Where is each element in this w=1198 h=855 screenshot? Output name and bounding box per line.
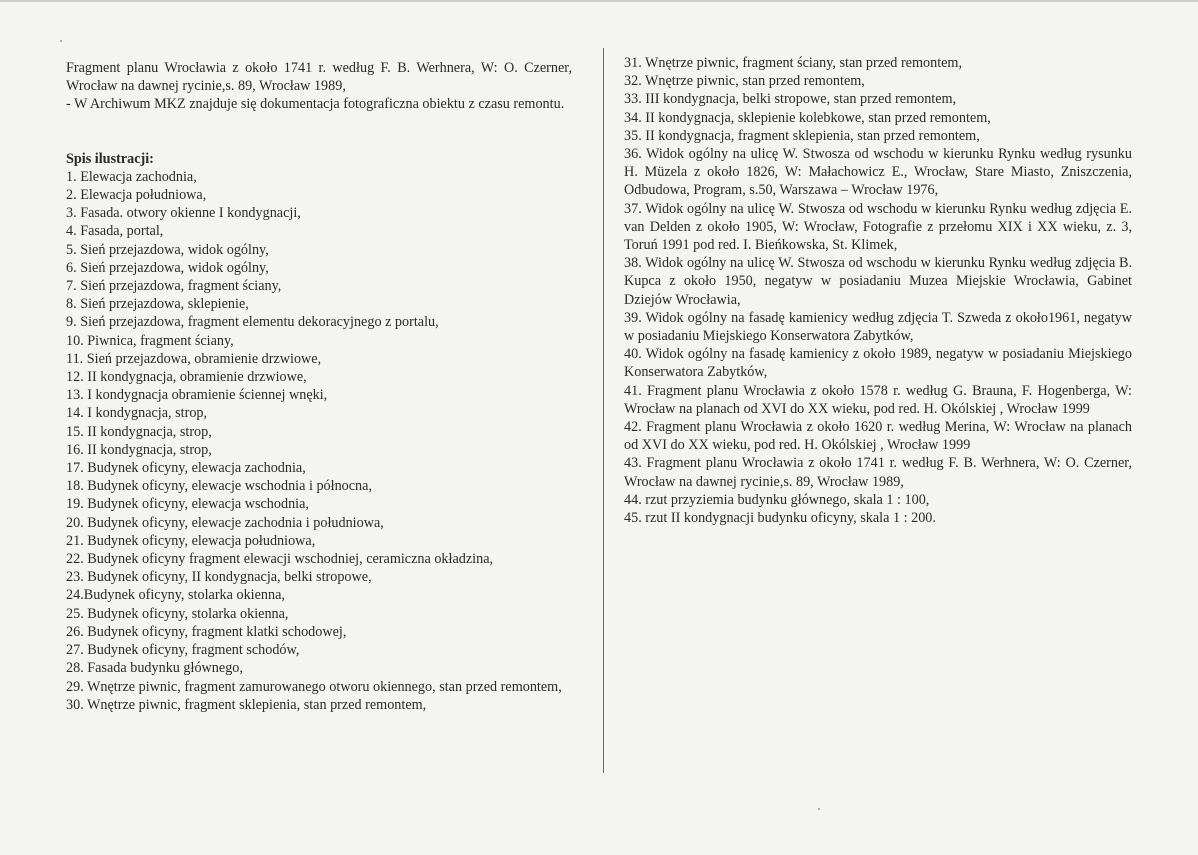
list-item: 38. Widok ogólny na ulicę W. Stwosza od wschodu w kierunku Rynku według zdjęcia B. Kupca z około 1950, negatyw w posiadaniu Muzea Miejskie Wrocławia, Gabinet Dziejów Wrocławia, [624, 255, 1132, 308]
list-item: 8. Sień przejazdowa, sklepienie, [66, 296, 249, 313]
list-item: 39. Widok ogólny na fasadę kamienicy według zdjęcia T. Szweda z około1961, negatyw w posiadaniu Miejskiego Konserwatora Zabytków, [624, 309, 1132, 345]
list-item: 3. Fasada. otwory okienne I kondygnacji, [66, 205, 301, 222]
list-item: 16. II kondygnacja, strop, [66, 441, 212, 458]
list-item: 23. Budynek oficyny, II kondygnacja, belki stropowe, [66, 569, 372, 586]
list-item: 30. Wnętrze piwnic, fragment sklepienia, stan przed remontem, [66, 696, 427, 713]
list-item: 44. rzut przyziemia budynku głównego, skala 1 : 100, [624, 491, 930, 508]
list-item: 45. rzut II kondygnacji budynku oficyny, skala 1 : 200. [624, 510, 936, 527]
list-item: 21. Budynek oficyny, elewacja południowa, [66, 532, 316, 549]
list-item: 34. II kondygnacja, sklepienie kolebkowe, stan przed remontem, [624, 109, 991, 126]
list-item: 11. Sień przejazdowa, obramienie drzwiowe, [66, 350, 322, 367]
scan-speck [818, 808, 820, 810]
list-item: 17. Budynek oficyny, elewacja zachodnia, [66, 460, 306, 477]
list-item: 31. Wnętrze piwnic, fragment ściany, stan przed remontem, [624, 55, 963, 71]
list-item: 19. Budynek oficyny, elewacja wschodnia, [66, 496, 309, 513]
page-top-edge [0, 0, 1198, 2]
left-column [66, 59, 572, 714]
right-column [624, 54, 1132, 527]
illustration-list-left [66, 168, 572, 714]
list-item: 12. II kondygnacja, obramienie drzwiowe, [66, 369, 307, 386]
scan-speck [60, 40, 62, 42]
list-item: 20. Budynek oficyny, elewacje zachodnia i południowa, [66, 514, 384, 531]
list-item: 15. II kondygnacja, strop, [66, 423, 212, 440]
list-item: 43. Fragment planu Wrocławia z około 1741 r. według F. B. Werhnera, W: O. Czerner, Wrocław na dawnej rycinie,s. 89, Wrocław 1989, [624, 455, 1132, 490]
illustration-list-right [624, 54, 1132, 527]
list-item: 24.Budynek oficyny, stolarka okienna, [66, 587, 285, 604]
list-item: 7. Sień przejazdowa, fragment ściany, [66, 278, 282, 295]
list-item: 1. Elewacja zachodnia, [66, 168, 197, 185]
list-heading: Spis ilustracji: [66, 150, 154, 167]
list-item: 36. Widok ogólny na ulicę W. Stwosza od wschodu w kierunku Rynku według rysunku H. Müzela z około 1826, W: Małachowicz E., Wrocław, Stare Miasto, Zniszczenia, Odbudowa, Program, s.50, Warszawa – Wrocław 1976, [624, 146, 1132, 199]
list-item: 27. Budynek oficyny, fragment schodów, [66, 642, 300, 659]
list-item: 25. Budynek oficyny, stolarka okienna, [66, 605, 289, 622]
list-item: 33. III kondygnacja, belki stropowe, stan przed remontem, [624, 91, 957, 108]
list-item: 18. Budynek oficyny, elewacje wschodnia i północna, [66, 478, 372, 495]
list-item: 42. Fragment planu Wrocławia z około 1620 r. według Merina, W: Wrocław na planach od XVI do XX wieku, pod red. H. Okólskiej , Wrocław 1999 [624, 419, 1132, 454]
archive-note: - W Archiwum MKZ znajduje się dokumentacja fotograficzna obiektu z czasu remontu. [66, 96, 565, 113]
column-divider [603, 48, 604, 773]
spacer [66, 114, 572, 150]
list-item: 29. Wnętrze piwnic, fragment zamurowanego otworu okiennego, stan przed remontem, [66, 678, 562, 695]
list-item: 10. Piwnica, fragment ściany, [66, 332, 234, 349]
list-item: 28. Fasada budynku głównego, [66, 660, 243, 677]
list-item: 26. Budynek oficyny, fragment klatki schodowej, [66, 623, 347, 640]
list-item: 13. I kondygnacja obramienie ściennej wnęki, [66, 387, 328, 404]
list-item: 5. Sień przejazdowa, widok ogólny, [66, 241, 269, 258]
list-item: 32. Wnętrze piwnic, stan przed remontem, [624, 73, 865, 90]
list-item: 6. Sień przejazdowa, widok ogólny, [66, 259, 269, 276]
list-item: 22. Budynek oficyny fragment elewacji wschodniej, ceramiczna okładzina, [66, 551, 494, 568]
list-item: 37. Widok ogólny na ulicę W. Stwosza od wschodu w kierunku Rynku według zdjęcia E. van Delden z około 1905, W: Wrocław, Fotografie z przełomu XIX i XX wieku, z. 3, Toruń 1991 pod red. I. Bieńkowska, St. Klimek, [624, 200, 1132, 254]
list-item: 40. Widok ogólny na fasadę kamienicy z około 1989, negatyw w posiadaniu Miejskiego Konserwatora Zabytków, [624, 346, 1132, 381]
list-item: 9. Sień przejazdowa, fragment elementu dekoracyjnego z portalu, [66, 314, 439, 331]
list-item: 4. Fasada, portal, [66, 223, 164, 240]
list-item: 2. Elewacja południowa, [66, 187, 207, 204]
intro-paragraph: Fragment planu Wrocławia z około 1741 r. według F. B. Werhnera, W: O. Czerner, Wrocław na dawnej rycinie,s. 89, Wrocław 1989, [66, 60, 572, 95]
list-item: 35. II kondygnacja, fragment sklepienia, stan przed remontem, [624, 127, 980, 144]
list-item: 41. Fragment planu Wrocławia z około 1578 r. według G. Brauna, F. Hogenberga, W: Wrocław na planach od XVI do XX wieku, pod red. H. Okólskiej , Wrocław 1999 [624, 382, 1132, 417]
list-item: 14. I kondygnacja, strop, [66, 405, 208, 422]
